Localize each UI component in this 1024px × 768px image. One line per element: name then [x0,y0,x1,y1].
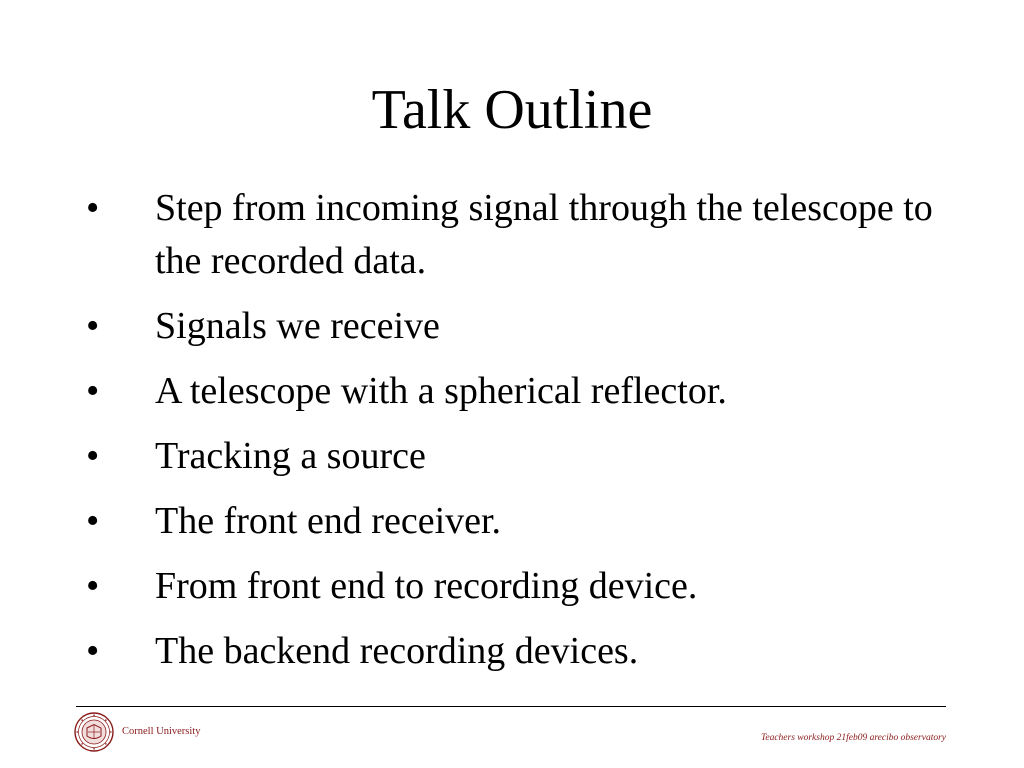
list-item [0,365,1024,418]
footer-divider [76,706,946,707]
list-item-text: Signals we receive [155,305,440,347]
list-item-text: A telescope with a spherical reflector. [155,370,727,412]
bullet-icon: • [86,565,100,607]
bullet-icon: • [86,630,100,672]
cornell-seal-icon [74,712,114,752]
outline-list [0,182,1024,690]
list-item-text: The backend recording devices. [155,630,639,672]
list-item [0,430,1024,483]
bullet-icon: • [86,305,100,347]
slide-title: Talk Outline [371,79,653,141]
bullet-icon: • [86,435,100,477]
institution-name: Cornell University [122,726,201,737]
list-item-text: Step from incoming signal through the telescope to the recorded data. [155,187,933,282]
list-item [0,495,1024,548]
list-item-text: From front end to recording device. [155,565,698,607]
list-item [0,625,1024,678]
bullet-icon: • [86,370,100,412]
list-item-text: Tracking a source [155,435,426,477]
bullet-icon: • [86,187,100,229]
list-item [0,300,1024,353]
list-item-text: The front end receiver. [155,500,502,542]
bullet-icon: • [86,500,100,542]
footer-note: Teachers workshop 21feb09 arecibo observatory [760,733,946,743]
list-item [0,560,1024,613]
list-item [0,182,1024,288]
